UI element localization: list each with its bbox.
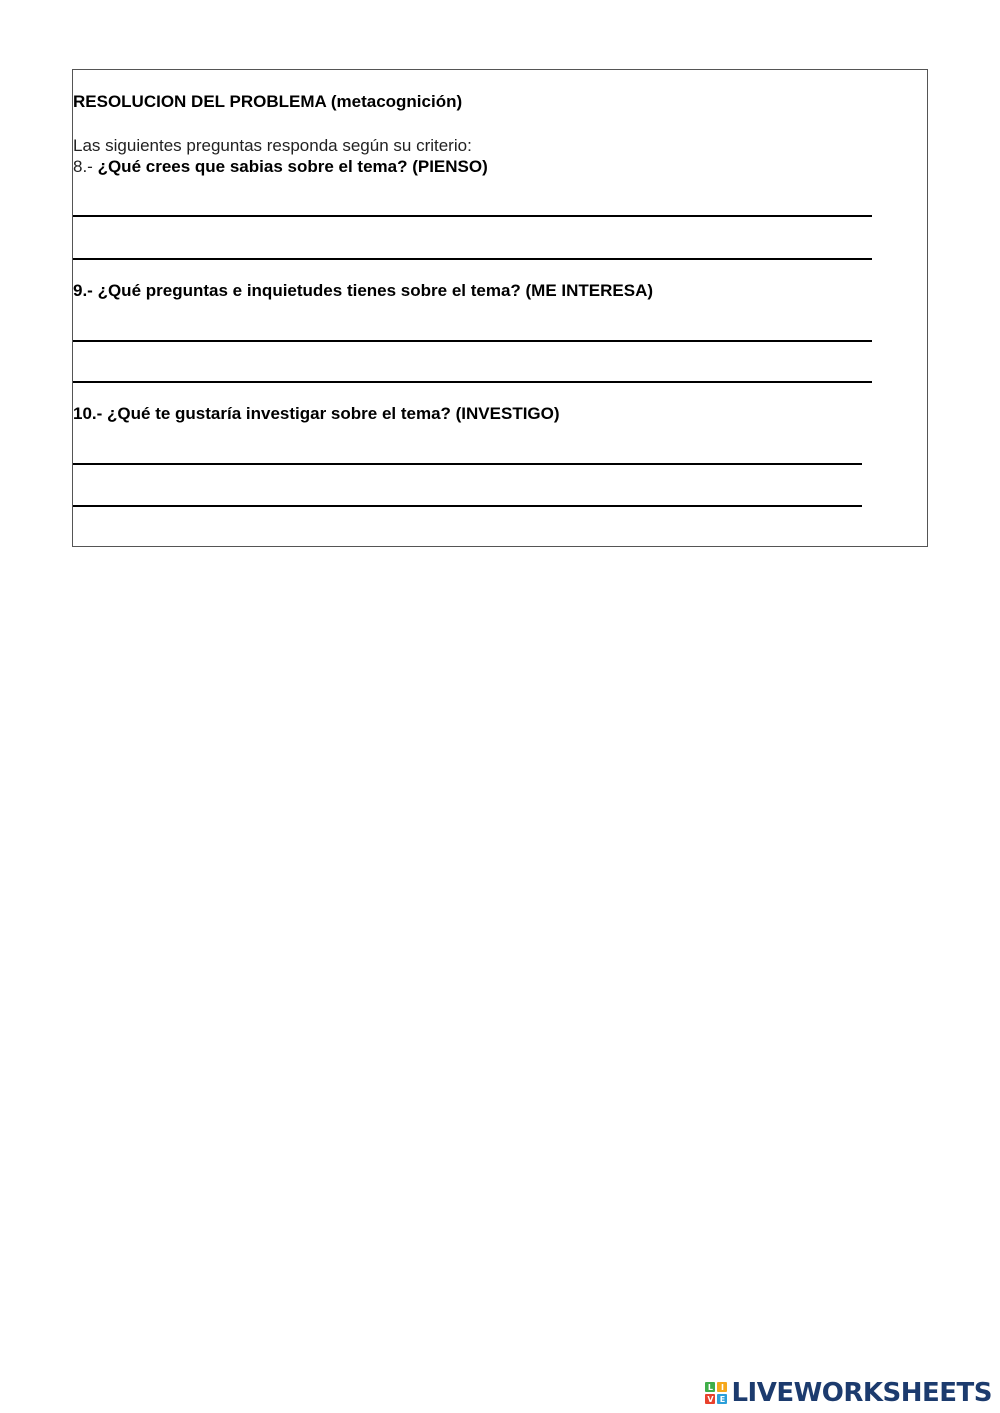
answer-8-line-2-input[interactable] (73, 233, 872, 259)
instruction-text: Las siguientes preguntas responda según su criterio: (73, 136, 472, 155)
question-10-number: 10.- (73, 404, 103, 423)
question-9-number: 9.- (73, 281, 93, 300)
answer-10-line-2 (73, 505, 862, 507)
answer-9-line-1-input[interactable] (73, 314, 872, 340)
answer-10-line-1-input[interactable] (73, 437, 862, 463)
question-8-number: 8.- (73, 157, 93, 176)
question-10 (73, 404, 560, 424)
section-heading: RESOLUCION DEL PROBLEMA (metacognición) (73, 92, 463, 111)
logo-cell-l: L (705, 1382, 715, 1392)
answer-8-line-1 (73, 215, 872, 217)
question-8 (73, 157, 488, 177)
answer-10-line-2-input[interactable] (73, 480, 862, 506)
logo-cell-i: I (717, 1382, 727, 1392)
logo-cell-e: E (717, 1394, 727, 1404)
answer-9-line-2 (73, 381, 872, 383)
liveworksheets-logo (705, 1377, 992, 1409)
question-8-text: ¿Qué crees que sabias sobre el tema? (PIENSO) (97, 157, 488, 176)
answer-9-line-2-input[interactable] (73, 356, 872, 382)
answer-10-line-1 (73, 463, 862, 465)
logo-cell-v: V (707, 1394, 714, 1404)
logo-text: LIVEWORKSHEETS (731, 1378, 992, 1408)
answer-8-line-1-input[interactable] (73, 189, 872, 215)
question-10-text: ¿Qué te gustaría investigar sobre el tema? (INVESTIGO) (107, 404, 560, 423)
answer-9-line-1 (73, 340, 872, 342)
question-9 (73, 281, 653, 301)
logo-mark-icon (705, 1382, 727, 1404)
question-9-text: ¿Qué preguntas e inquietudes tienes sobre el tema? (ME INTERESA) (97, 281, 654, 300)
answer-8-line-2 (73, 258, 872, 260)
